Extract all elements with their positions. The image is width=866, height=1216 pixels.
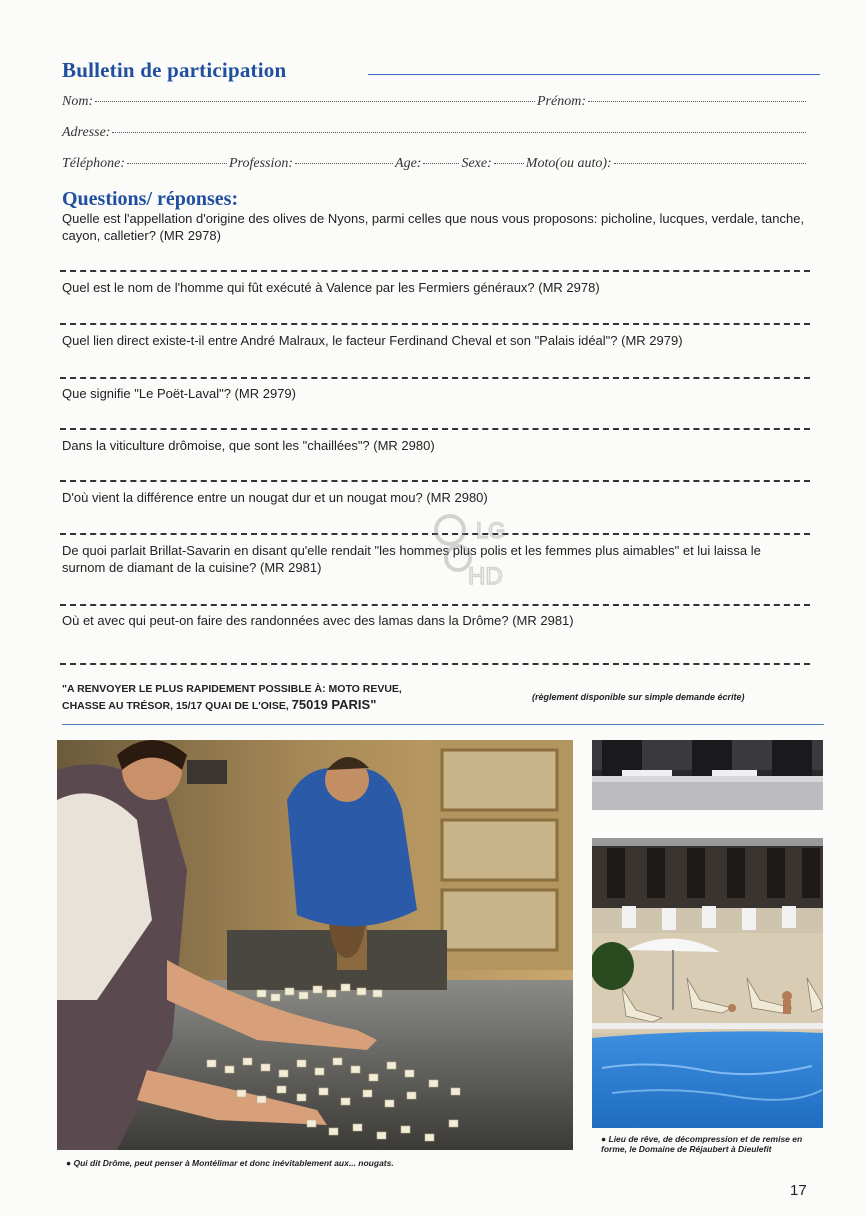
telephone-field[interactable] (127, 162, 227, 164)
nom-label: Nom: (62, 94, 94, 109)
answer-line-1[interactable] (60, 270, 810, 272)
profession-field[interactable] (295, 162, 393, 164)
form-title: Bulletin de participation (62, 58, 287, 82)
question-3: Quel lien direct existe-t-il entre André Malraux, le facteur Ferdinand Cheval et son "Palais idéal"? (MR 2979) (62, 333, 683, 348)
prenom-field[interactable] (588, 100, 806, 102)
telephone-label: Téléphone: (62, 156, 125, 171)
section-divider (62, 724, 824, 725)
age-label: Age: (395, 156, 422, 171)
answer-line-7[interactable] (60, 604, 810, 606)
pool-photo (592, 838, 823, 1128)
question-8: Où et avec qui peut-on faire des randonnées avec des lamas dans la Drôme? (MR 2981) (62, 613, 574, 628)
watermark-logo (428, 508, 518, 593)
question-5: Dans la viticulture drômoise, que sont les "chaillées"? (MR 2980) (62, 438, 435, 453)
nougat-photo (57, 740, 573, 1150)
form-line-details (62, 156, 808, 172)
answer-line-3[interactable] (60, 377, 810, 379)
watermark-icon (428, 508, 518, 588)
question-6: D'où vient la différence entre un nougat dur et un nougat mou? (MR 2980) (62, 490, 488, 505)
answer-line-4[interactable] (60, 428, 810, 430)
watermark-text-1: LG (476, 518, 506, 543)
rules-note: (règlement disponible sur simple demande écrite) (532, 692, 745, 702)
answer-line-8[interactable] (60, 663, 810, 665)
question-7: De quoi parlait Brillat-Savarin en disant qu'elle rendait "les hommes plus polis et les femmes plus aimables" et lui laissa le surnom de diamant de la cuisine? (MR 2981) (62, 543, 761, 575)
pool-illustration (592, 838, 823, 1128)
terrace-photo (592, 740, 823, 810)
address-line-1: "A RENVOYER LE PLUS RAPIDEMENT POSSIBLE À: MOTO REVUE, (62, 683, 402, 695)
address-line-2: CHASSE AU TRÉSOR, 15/17 QUAI DE L'OISE, 75019 PARIS" (62, 697, 377, 712)
form-line-address (62, 125, 808, 141)
nom-field[interactable] (95, 100, 535, 102)
address-city: 75019 PARIS" (291, 697, 377, 712)
prenom-label: Prénom: (537, 94, 586, 109)
adresse-field[interactable] (112, 131, 806, 133)
profession-label: Profession: (228, 156, 294, 171)
age-field[interactable] (423, 162, 459, 164)
title-rule (368, 74, 820, 75)
terrace-illustration (592, 740, 823, 810)
caption-right: ● Lieu de rêve, de décompression et de remise en forme, le Domaine de Réjaubert à Dieulefit (601, 1134, 803, 1154)
answer-line-5[interactable] (60, 480, 810, 482)
sexe-field[interactable] (494, 162, 524, 164)
moto-label: Moto(ou auto): (525, 156, 612, 171)
question-2: Quel est le nom de l'homme qui fût exécuté à Valence par les Fermiers généraux? (MR 2978) (62, 280, 600, 295)
sexe-label: Sexe: (461, 156, 492, 171)
question-4: Que signifie "Le Poët-Laval"? (MR 2979) (62, 386, 296, 401)
adresse-label: Adresse: (62, 125, 111, 140)
watermark-text-2: HD (468, 563, 503, 588)
qa-heading: Questions/ réponses: (62, 188, 239, 210)
moto-field[interactable] (614, 162, 806, 164)
form-line-name (62, 94, 808, 110)
mailing-address (62, 681, 402, 714)
question-1: Quelle est l'appellation d'origine des olives de Nyons, parmi celles que nous vous proposons: picholine, lucques, verdale, tanche, cayon, calletier? (MR 2978) (62, 211, 805, 243)
page-number: 17 (790, 1182, 807, 1199)
nougat-illustration (57, 740, 573, 1150)
caption-left: ● Qui dit Drôme, peut penser à Montélimar et donc inévitablement aux... nougats. (66, 1158, 394, 1168)
answer-line-2[interactable] (60, 323, 810, 325)
